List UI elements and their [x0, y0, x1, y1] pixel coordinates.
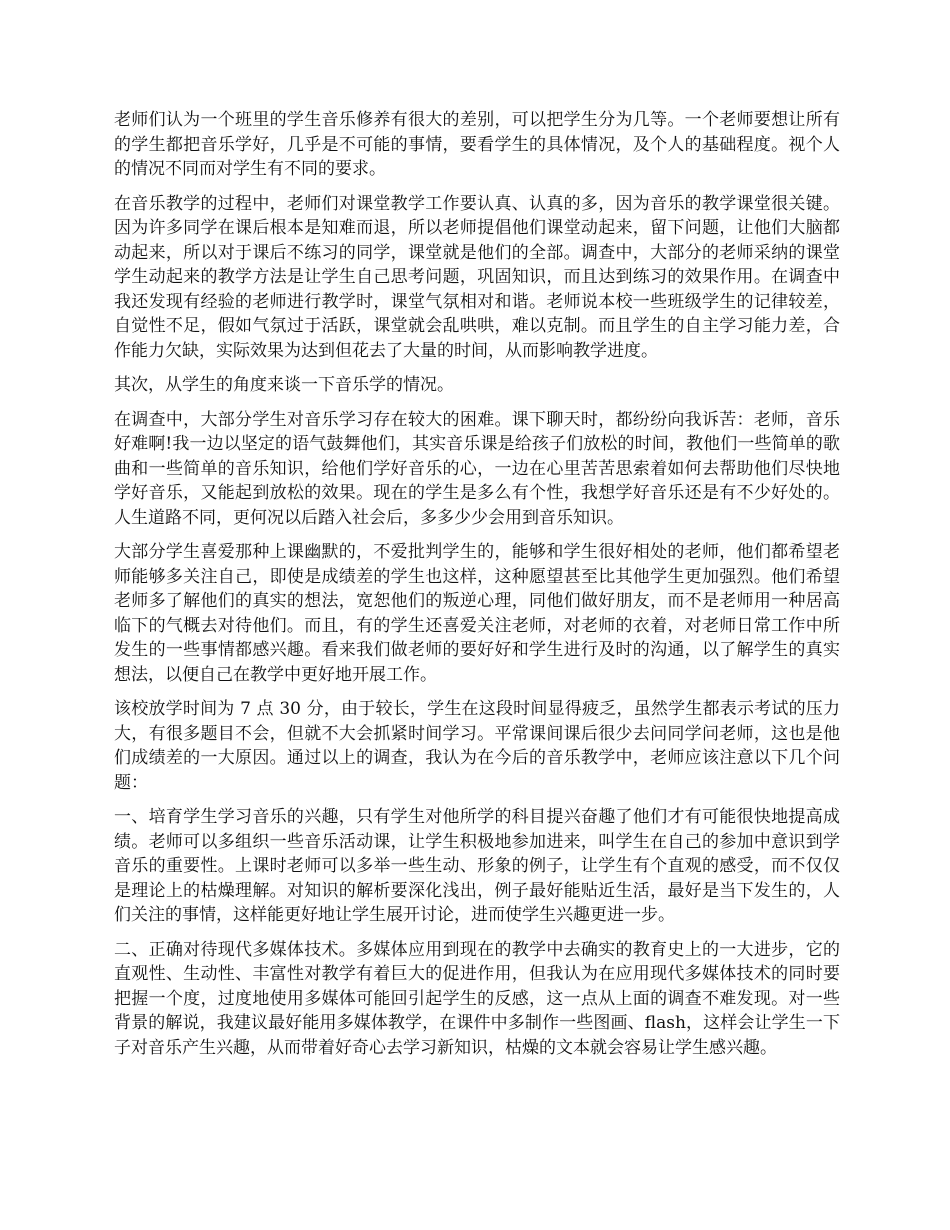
paragraph-5: 大部分学生喜爱那种上课幽默的，不爱批判学生的，能够和学生很好相处的老师，他们都希望老师能够多关注自己，即使是成绩差的学生也这样，这种愿望甚至比其他学生更加强烈。他们希望老师多了解他们的真实的想法，宽恕他们的叛逆心理，同他们做好朋友，而不是老师用一种居高临下的气概去对待他们。而且，有的学生还喜爱关注老师，对老师的衣着，对老师日常工作中所发生的一些事情都感兴趣。看来我们做老师的要好好和学生进行及时的沟通，以了解学生的真实想法，以便自己在教学中更好地开展工作。: [114, 542, 840, 685]
document-body: [114, 108, 840, 1070]
paragraph-3: 其次，从学生的角度来谈一下音乐学的情况。: [114, 375, 454, 395]
paragraph-4: 在调查中，大部分学生对音乐学习存在较大的困难。课下聊天时，都纷纷向我诉苦：老师，音乐好难啊!我一边以坚定的语气鼓舞他们，其实音乐课是给孩子们放松的时间，教他们一些简单的歌曲和一些简单的音乐知识，给他们学好音乐的心，一边在心里苦苦思索着如何去帮助他们尽快地学好音乐，又能起到放松的效果。现在的学生是多么有个性，我想学好音乐还是有不少好处的。人生道路不同，更何况以后踏入社会后，多多少少会用到音乐知识。: [114, 409, 840, 528]
paragraph-1: 老师们认为一个班里的学生音乐修养有很大的差别，可以把学生分为几等。一个老师要想让所有的学生都把音乐学好，几乎是不可能的事情，要看学生的具体情况，及个人的基础程度。视个人的情况不同而对学生有不同的要求。: [114, 110, 840, 179]
paragraph-8: 二、正确对待现代多媒体技术。多媒体应用到现在的教学中去确实的教育史上的一大进步，它的直观性、生动性、丰富性对教学有着巨大的促进作用，但我认为在应用现代多媒体技术的同时要把握一个度，过度地使用多媒体可能回引起学生的反感，这一点从上面的调查不难发现。对一些背景的解说，我建议最好能用多媒体教学，在课件中多制作一些图画、flash，这样会让学生一下子对音乐产生兴趣，从而带着好奇心去学习新知识，枯燥的文本就会容易让学生感兴趣。: [114, 939, 840, 1058]
paragraph-7: 一、培育学生学习音乐的兴趣，只有学生对他所学的科目提兴奋趣了他们才有可能很快地提高成绩。老师可以多组织一些音乐活动课，让学生积极地参加进来，叫学生在自己的参加中意识到学音乐的重要性。上课时老师可以多举一些生动、形象的例子，让学生有个直观的感受，而不仅仅是理论上的枯燥理解。对知识的解析要深化浅出，例子最好能贴近生活，最好是当下发生的，人们关注的事情，这样能更好地让学生展开讨论，进而使学生兴趣更进一步。: [114, 807, 840, 925]
paragraph-2: 在音乐教学的过程中，老师们对课堂教学工作要认真、认真的多，因为音乐的教学课堂很关键。因为许多同学在课后根本是知难而退，所以老师提倡他们课堂动起来，留下问题，让他们大脑都动起来，所以对于课后不练习的同学，课堂就是他们的全部。调查中，大部分的老师采纳的课堂学生动起来的教学方法是让学生自己思考问题，巩固知识，而且达到练习的效果作用。在调查中我还发现有经验的老师进行教学时，课堂气氛相对和谐。老师说本校一些班级学生的记律较差，自觉性不足，假如气氛过于活跃，课堂就会乱哄哄，难以克制。而且学生的自主学习能力差，合作能力欠缺，实际效果为达到但花去了大量的时间，从而影响教学进度。: [114, 193, 840, 361]
paragraph-6: 该校放学时间为 7 点 30 分，由于较长，学生在这段时间显得疲乏，虽然学生都表示考试的压力大，有很多题目不会，但就不大会抓紧时间学习。平常课间课后很少去问同学问老师，这也是他们成绩差的一大原因。通过以上的调查，我认为在今后的音乐教学中，老师应该注意以下几个问题：: [114, 699, 840, 793]
